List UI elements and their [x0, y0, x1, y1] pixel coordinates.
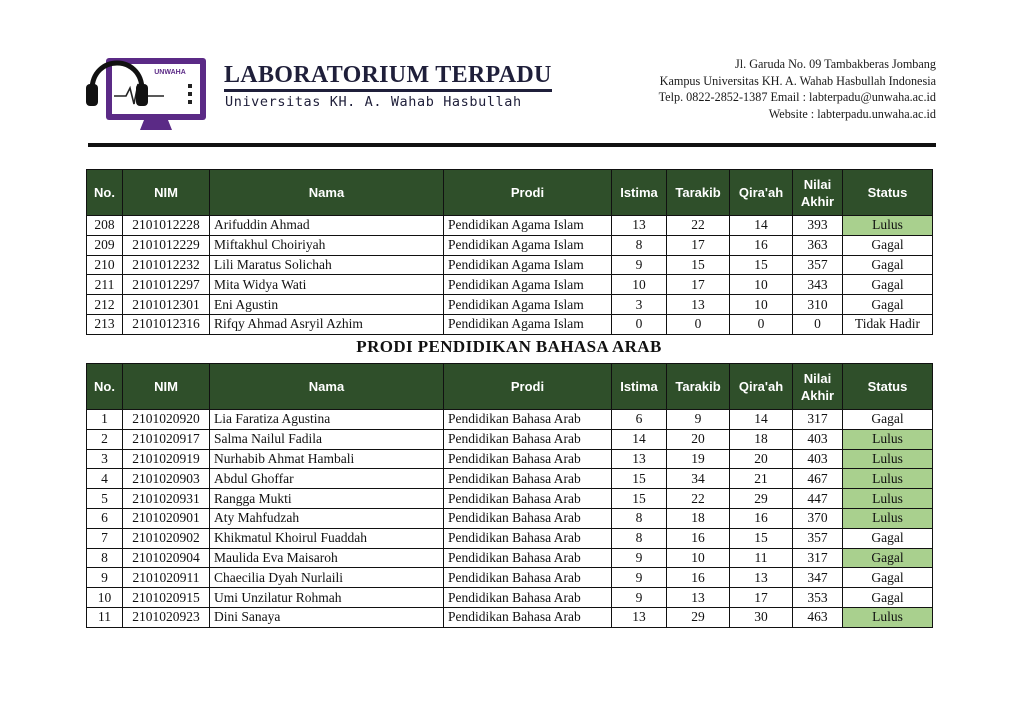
cell-istima: 9 — [612, 548, 667, 568]
cell-prodi: Pendidikan Agama Islam — [444, 295, 612, 315]
cell-qiraah: 0 — [730, 314, 793, 334]
col-nama: Nama — [210, 364, 444, 410]
cell-prodi: Pendidikan Bahasa Arab — [444, 607, 612, 627]
cell-istima: 3 — [612, 295, 667, 315]
cell-no: 211 — [87, 275, 123, 295]
cell-no: 3 — [87, 449, 123, 469]
table-row — [87, 469, 933, 489]
cell-no: 208 — [87, 216, 123, 236]
cell-nilai-akhir: 403 — [793, 449, 843, 469]
header-divider — [88, 143, 936, 147]
cell-nim: 2101020915 — [123, 588, 210, 608]
cell-status: Lulus — [843, 489, 933, 509]
cell-nim: 2101020931 — [123, 489, 210, 509]
table-row — [87, 314, 933, 334]
cell-tarakib: 17 — [667, 235, 730, 255]
cell-qiraah: 11 — [730, 548, 793, 568]
cell-nama: Salma Nailul Fadila — [210, 429, 444, 449]
cell-nilai-akhir: 343 — [793, 275, 843, 295]
col-nim: NIM — [123, 364, 210, 410]
cell-qiraah: 16 — [730, 508, 793, 528]
cell-nilai-akhir: 317 — [793, 410, 843, 430]
cell-qiraah: 13 — [730, 568, 793, 588]
cell-nilai-akhir: 357 — [793, 255, 843, 275]
col-tarakib: Tarakib — [667, 170, 730, 216]
cell-qiraah: 10 — [730, 275, 793, 295]
cell-nama: Arifuddin Ahmad — [210, 216, 444, 236]
cell-nilai-akhir: 463 — [793, 607, 843, 627]
contact-campus: Kampus Universitas KH. A. Wahab Hasbullah Indonesia — [659, 73, 936, 88]
lab-title: LABORATORIUM TERPADU — [224, 62, 552, 92]
col-status: Status — [843, 364, 933, 410]
col-prodi: Prodi — [444, 364, 612, 410]
cell-tarakib: 22 — [667, 216, 730, 236]
cell-nim: 2101020902 — [123, 528, 210, 548]
contact-address: Jl. Garuda No. 09 Tambakberas Jombang — [735, 57, 936, 71]
col-nilai-akhir: Nilai Akhir — [793, 170, 843, 216]
cell-prodi: Pendidikan Bahasa Arab — [444, 528, 612, 548]
cell-nama: Dini Sanaya — [210, 607, 444, 627]
contact-phone-email: Telp. 0822-2852-1387 Email : labterpadu@unwaha.ac.id — [658, 90, 936, 104]
cell-nilai-akhir: 0 — [793, 314, 843, 334]
cell-status: Tidak Hadir — [843, 314, 933, 334]
cell-nama: Aty Mahfudzah — [210, 508, 444, 528]
cell-tarakib: 29 — [667, 607, 730, 627]
cell-prodi: Pendidikan Agama Islam — [444, 314, 612, 334]
cell-nama: Rifqy Ahmad Asryil Azhim — [210, 314, 444, 334]
cell-no: 10 — [87, 588, 123, 608]
cell-prodi: Pendidikan Bahasa Arab — [444, 489, 612, 509]
cell-status: Gagal — [843, 255, 933, 275]
col-status: Status — [843, 170, 933, 216]
col-istima: Istima — [612, 170, 667, 216]
cell-nim: 2101020920 — [123, 410, 210, 430]
cell-istima: 9 — [612, 588, 667, 608]
cell-nim: 2101020919 — [123, 449, 210, 469]
cell-nilai-akhir: 393 — [793, 216, 843, 236]
cell-nama: Mita Widya Wati — [210, 275, 444, 295]
lab-subtitle: Universitas KH. A. Wahab Hasbullah — [225, 94, 522, 110]
cell-nilai-akhir: 353 — [793, 588, 843, 608]
cell-status: Gagal — [843, 568, 933, 588]
cell-nilai-akhir: 347 — [793, 568, 843, 588]
cell-nilai-akhir: 370 — [793, 508, 843, 528]
cell-istima: 9 — [612, 255, 667, 275]
col-tarakib: Tarakib — [667, 364, 730, 410]
cell-qiraah: 20 — [730, 449, 793, 469]
col-no: No. — [87, 170, 123, 216]
cell-no: 9 — [87, 568, 123, 588]
cell-istima: 8 — [612, 528, 667, 548]
cell-istima: 0 — [612, 314, 667, 334]
cell-no: 6 — [87, 508, 123, 528]
cell-no: 210 — [87, 255, 123, 275]
cell-nim: 2101020917 — [123, 429, 210, 449]
cell-nilai-akhir: 317 — [793, 548, 843, 568]
results-table-pai — [86, 169, 933, 335]
cell-prodi: Pendidikan Agama Islam — [444, 275, 612, 295]
cell-status: Lulus — [843, 469, 933, 489]
cell-istima: 15 — [612, 469, 667, 489]
cell-status: Gagal — [843, 548, 933, 568]
cell-no: 4 — [87, 469, 123, 489]
cell-nama: Lia Faratiza Agustina — [210, 410, 444, 430]
cell-prodi: Pendidikan Bahasa Arab — [444, 469, 612, 489]
section-title: PRODI PENDIDIKAN BAHASA ARAB — [356, 337, 662, 356]
cell-tarakib: 19 — [667, 449, 730, 469]
cell-nama: Maulida Eva Maisaroh — [210, 548, 444, 568]
cell-nim: 2101012297 — [123, 275, 210, 295]
cell-tarakib: 0 — [667, 314, 730, 334]
cell-istima: 10 — [612, 275, 667, 295]
cell-prodi: Pendidikan Bahasa Arab — [444, 588, 612, 608]
cell-nama: Miftakhul Choiriyah — [210, 235, 444, 255]
cell-qiraah: 30 — [730, 607, 793, 627]
cell-istima: 14 — [612, 429, 667, 449]
cell-nilai-akhir: 467 — [793, 469, 843, 489]
cell-prodi: Pendidikan Bahasa Arab — [444, 410, 612, 430]
cell-nim: 2101020903 — [123, 469, 210, 489]
results-table-pba — [86, 363, 933, 628]
cell-nim: 2101020923 — [123, 607, 210, 627]
cell-nim: 2101012316 — [123, 314, 210, 334]
cell-no: 8 — [87, 548, 123, 568]
cell-nama: Eni Agustin — [210, 295, 444, 315]
col-nim: NIM — [123, 170, 210, 216]
table-row — [87, 235, 933, 255]
cell-no: 2 — [87, 429, 123, 449]
cell-tarakib: 16 — [667, 528, 730, 548]
contact-block — [659, 56, 936, 122]
cell-nim: 2101012301 — [123, 295, 210, 315]
cell-qiraah: 18 — [730, 429, 793, 449]
cell-status: Gagal — [843, 410, 933, 430]
cell-prodi: Pendidikan Bahasa Arab — [444, 508, 612, 528]
cell-qiraah: 21 — [730, 469, 793, 489]
cell-qiraah: 29 — [730, 489, 793, 509]
cell-status: Lulus — [843, 449, 933, 469]
cell-prodi: Pendidikan Bahasa Arab — [444, 429, 612, 449]
col-no: No. — [87, 364, 123, 410]
cell-nim: 2101020911 — [123, 568, 210, 588]
table-row — [87, 295, 933, 315]
table-row — [87, 548, 933, 568]
cell-nilai-akhir: 363 — [793, 235, 843, 255]
cell-nilai-akhir: 357 — [793, 528, 843, 548]
cell-tarakib: 20 — [667, 429, 730, 449]
col-prodi: Prodi — [444, 170, 612, 216]
cell-tarakib: 15 — [667, 255, 730, 275]
cell-tarakib: 17 — [667, 275, 730, 295]
contact-website: Website : labterpadu.unwaha.ac.id — [768, 106, 936, 121]
cell-qiraah: 14 — [730, 410, 793, 430]
cell-no: 213 — [87, 314, 123, 334]
table-row — [87, 508, 933, 528]
cell-nama: Umi Unzilatur Rohmah — [210, 588, 444, 608]
cell-status: Lulus — [843, 216, 933, 236]
table-row — [87, 588, 933, 608]
table-row — [87, 255, 933, 275]
cell-qiraah: 15 — [730, 255, 793, 275]
cell-prodi: Pendidikan Bahasa Arab — [444, 568, 612, 588]
cell-nilai-akhir: 403 — [793, 429, 843, 449]
cell-nama: Lili Maratus Solichah — [210, 255, 444, 275]
cell-no: 1 — [87, 410, 123, 430]
cell-no: 209 — [87, 235, 123, 255]
cell-status: Gagal — [843, 588, 933, 608]
cell-nilai-akhir: 447 — [793, 489, 843, 509]
table-row — [87, 607, 933, 627]
table-row — [87, 275, 933, 295]
cell-status: Lulus — [843, 607, 933, 627]
cell-no: 5 — [87, 489, 123, 509]
cell-qiraah: 10 — [730, 295, 793, 315]
table-row — [87, 216, 933, 236]
col-nilai-akhir: Nilai Akhir — [793, 364, 843, 410]
logo-text: UNWAHA — [154, 69, 186, 76]
cell-tarakib: 9 — [667, 410, 730, 430]
table-row — [87, 410, 933, 430]
cell-tarakib: 18 — [667, 508, 730, 528]
cell-status: Gagal — [843, 275, 933, 295]
cell-istima: 13 — [612, 449, 667, 469]
cell-tarakib: 13 — [667, 588, 730, 608]
cell-qiraah: 16 — [730, 235, 793, 255]
table-header-row — [87, 170, 933, 216]
cell-istima: 8 — [612, 508, 667, 528]
unwaha-logo — [84, 40, 208, 136]
cell-tarakib: 10 — [667, 548, 730, 568]
table-row — [87, 449, 933, 469]
cell-prodi: Pendidikan Agama Islam — [444, 235, 612, 255]
col-istima: Istima — [612, 364, 667, 410]
cell-status: Gagal — [843, 295, 933, 315]
cell-tarakib: 34 — [667, 469, 730, 489]
col-qiraah: Qira'ah — [730, 170, 793, 216]
cell-status: Lulus — [843, 429, 933, 449]
cell-prodi: Pendidikan Bahasa Arab — [444, 548, 612, 568]
cell-nim: 2101012232 — [123, 255, 210, 275]
table-row — [87, 489, 933, 509]
cell-nama: Nurhabib Ahmat Hambali — [210, 449, 444, 469]
cell-tarakib: 22 — [667, 489, 730, 509]
cell-istima: 15 — [612, 489, 667, 509]
cell-tarakib: 16 — [667, 568, 730, 588]
cell-nama: Abdul Ghoffar — [210, 469, 444, 489]
cell-no: 7 — [87, 528, 123, 548]
cell-status: Gagal — [843, 235, 933, 255]
cell-status: Gagal — [843, 528, 933, 548]
cell-nama: Khikmatul Khoirul Fuaddah — [210, 528, 444, 548]
cell-nama: Rangga Mukti — [210, 489, 444, 509]
cell-istima: 13 — [612, 216, 667, 236]
cell-prodi: Pendidikan Agama Islam — [444, 216, 612, 236]
cell-tarakib: 13 — [667, 295, 730, 315]
cell-nim: 2101012229 — [123, 235, 210, 255]
cell-no: 11 — [87, 607, 123, 627]
cell-nim: 2101020904 — [123, 548, 210, 568]
cell-nilai-akhir: 310 — [793, 295, 843, 315]
table-row — [87, 528, 933, 548]
cell-qiraah: 14 — [730, 216, 793, 236]
cell-nama: Chaecilia Dyah Nurlaili — [210, 568, 444, 588]
cell-istima: 8 — [612, 235, 667, 255]
cell-istima: 6 — [612, 410, 667, 430]
col-nama: Nama — [210, 170, 444, 216]
cell-no: 212 — [87, 295, 123, 315]
table-row — [87, 568, 933, 588]
col-qiraah: Qira'ah — [730, 364, 793, 410]
cell-qiraah: 17 — [730, 588, 793, 608]
cell-istima: 9 — [612, 568, 667, 588]
cell-status: Lulus — [843, 508, 933, 528]
table-header-row — [87, 364, 933, 410]
cell-nim: 2101012228 — [123, 216, 210, 236]
cell-prodi: Pendidikan Bahasa Arab — [444, 449, 612, 469]
cell-istima: 13 — [612, 607, 667, 627]
cell-nim: 2101020901 — [123, 508, 210, 528]
cell-prodi: Pendidikan Agama Islam — [444, 255, 612, 275]
table-row — [87, 429, 933, 449]
cell-qiraah: 15 — [730, 528, 793, 548]
